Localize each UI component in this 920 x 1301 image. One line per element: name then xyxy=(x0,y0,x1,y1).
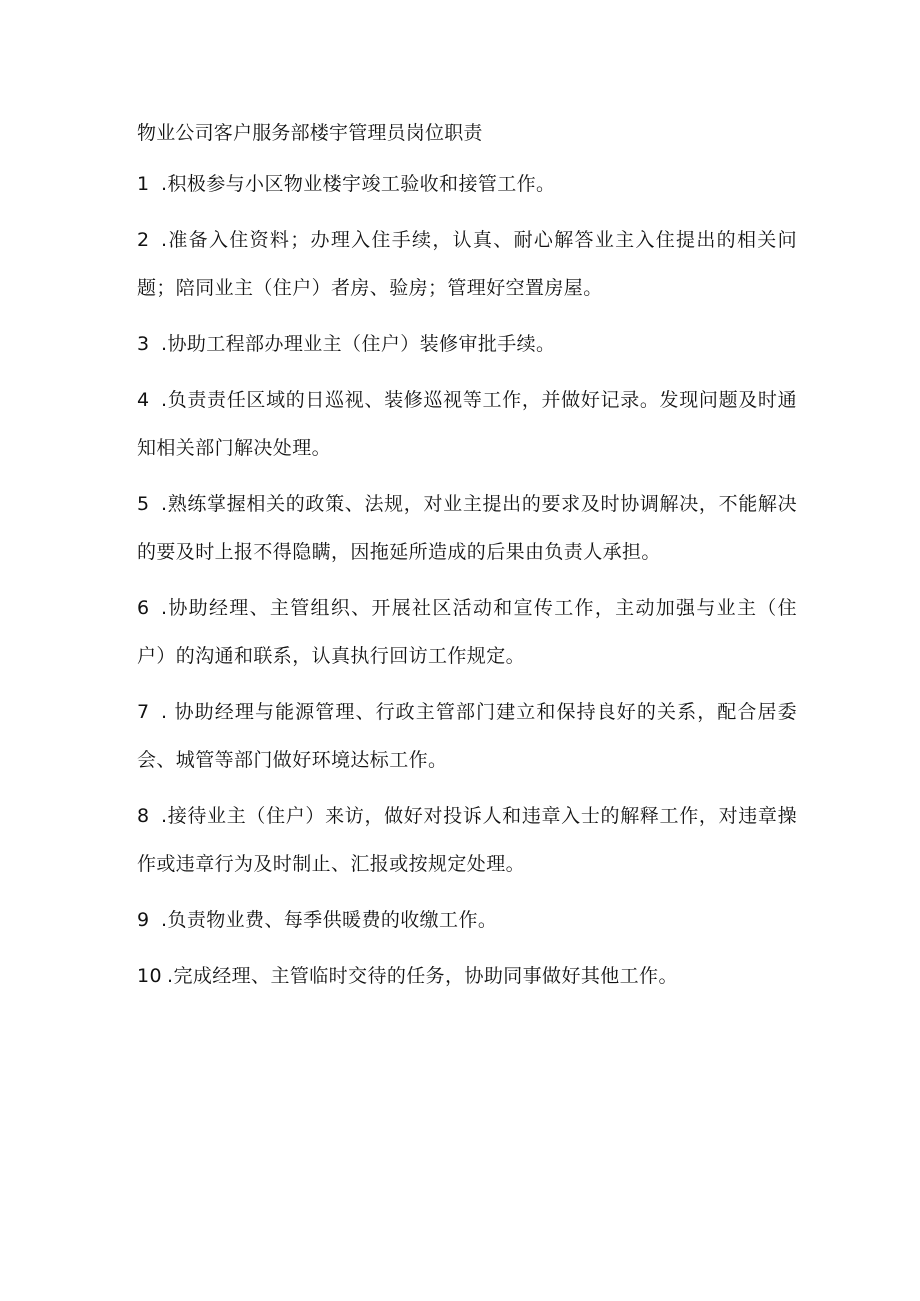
duty-text: . 协助经理与能源管理、行政主管部门建立和保持良好的关系，配合居委会、城管等部门做好环境达标工作。 xyxy=(137,701,797,771)
duty-number: 3 xyxy=(137,333,150,355)
duty-item-9 xyxy=(137,896,797,944)
duty-text: .接待业主（住户）来访，做好对投诉人和违章入士的解释工作，对违章操作或违章行为及时制止、汇报或按规定处理。 xyxy=(137,805,797,875)
duty-item-2 xyxy=(137,216,797,312)
duty-item-8 xyxy=(137,792,797,888)
duty-number: 1 xyxy=(137,173,150,195)
duty-text: .负责物业费、每季供暖费的收缴工作。 xyxy=(161,909,498,931)
duty-number: 10 xyxy=(137,965,162,987)
duty-number: 4 xyxy=(137,389,150,411)
duty-number: 2 xyxy=(137,229,150,251)
duty-text: .积极参与小区物业楼宇竣工验收和接管工作。 xyxy=(161,173,556,195)
duty-text: .完成经理、主管临时交待的任务，协助同事做好其他工作。 xyxy=(167,965,678,987)
duty-number: 9 xyxy=(137,909,150,931)
duty-text: .协助工程部办理业主（住户）装修审批手续。 xyxy=(161,333,556,355)
duty-text: .熟练掌握相关的政策、法规，对业主提出的要求及时协调解决，不能解决的要及时上报不得隐瞒，因拖延所造成的后果由负责人承担。 xyxy=(137,493,797,563)
duty-item-7 xyxy=(137,688,797,784)
duty-list xyxy=(137,160,797,1008)
duty-number: 5 xyxy=(137,493,150,515)
duty-text: .协助经理、主管组织、开展社区活动和宣传工作，主动加强与业主（住户）的沟通和联系，认真执行回访工作规定。 xyxy=(137,597,797,667)
duty-item-1 xyxy=(137,160,797,208)
duty-number: 7 xyxy=(137,701,150,723)
duty-text: .准备入住资料；办理入住手续，认真、耐心解答业主入住提出的相关问题；陪同业主（住户）者房、验房；管理好空置房屋。 xyxy=(137,229,797,299)
duty-item-6 xyxy=(137,584,797,680)
duty-item-3 xyxy=(137,320,797,368)
duty-item-5 xyxy=(137,480,797,576)
duty-item-4 xyxy=(137,376,797,472)
duty-text: .负责责任区域的日巡视、装修巡视等工作，并做好记录。发现问题及时通知相关部门解决处理。 xyxy=(137,389,797,459)
document-title: 物业公司客户服务部楼宇管理员岗位职责 xyxy=(137,122,483,144)
duty-number: 8 xyxy=(137,805,150,827)
duty-number: 6 xyxy=(137,597,150,619)
duty-item-10 xyxy=(137,952,797,1000)
